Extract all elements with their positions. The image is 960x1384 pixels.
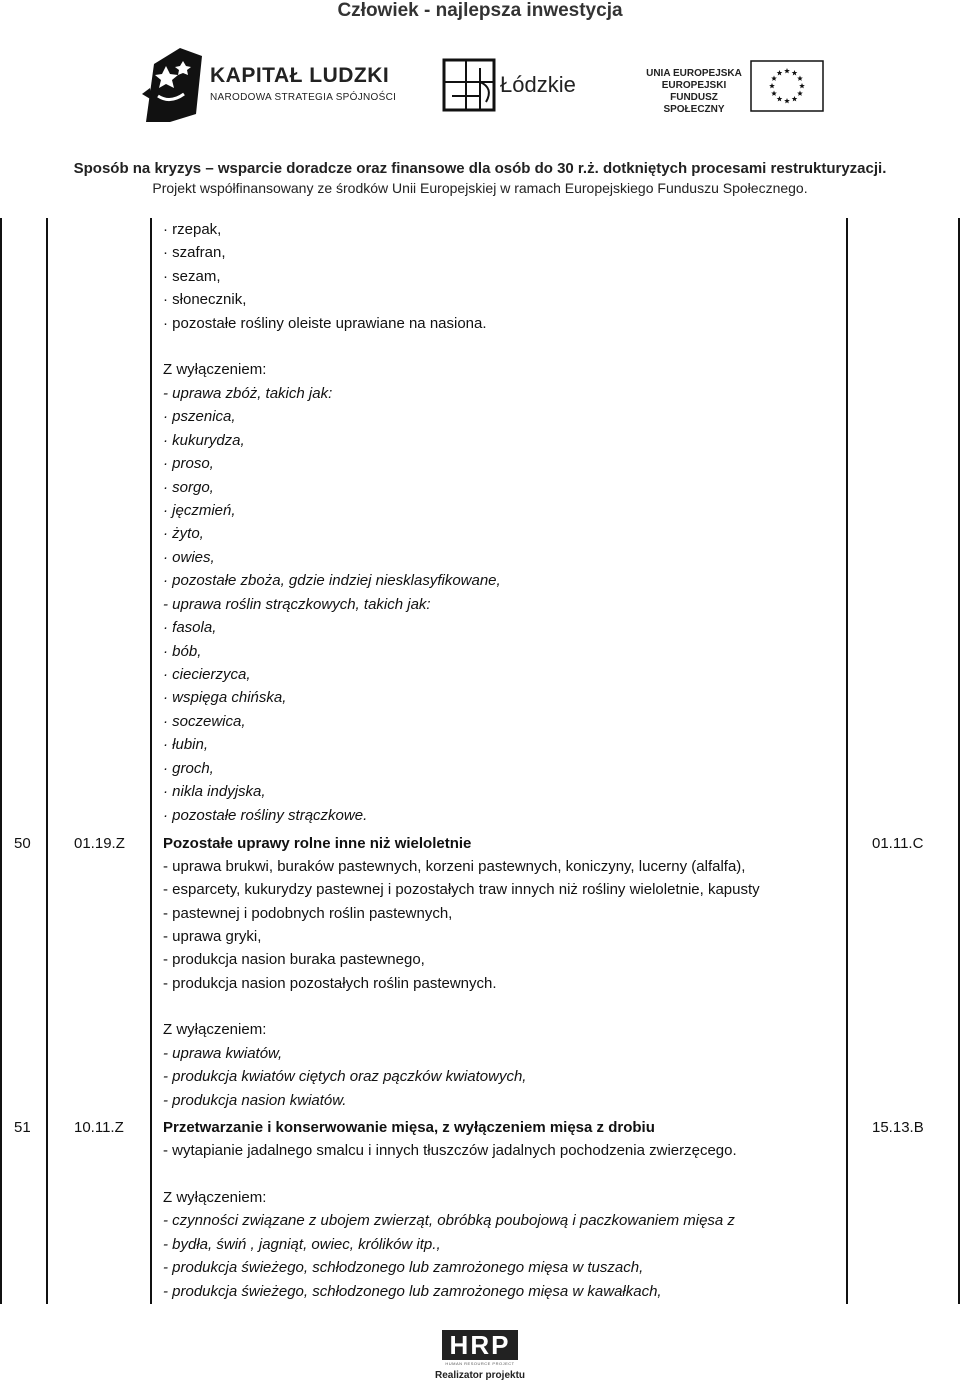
- eu-flag-icon: [750, 60, 824, 112]
- exclusion-item: · fasola,: [163, 619, 217, 636]
- footer-caption: Realizator projektu: [434, 1370, 526, 1381]
- exclusion-item: - uprawa kwiatów,: [163, 1045, 283, 1062]
- row-description-line: - uprawa gryki,: [163, 928, 262, 945]
- hrp-logo-letters: HRP: [449, 1330, 511, 1360]
- exclusion-item: · pszenica,: [163, 408, 236, 425]
- pkd-code: 10.11.Z: [74, 1119, 124, 1136]
- lodzkie-label: Łódzkie: [500, 72, 576, 97]
- exclusion-item: · soczewica,: [163, 713, 246, 730]
- hrp-logo-small-text: HUMAN RESOURCE PROJECT: [445, 1361, 515, 1366]
- table-divider-3: [846, 218, 848, 1304]
- pkd-code: 01.19.Z: [74, 835, 125, 852]
- row-description-line: - wytapianie jadalnego smalcu i innych tłuszczów jadalnych pochodzenia zwierzęcego.: [163, 1142, 737, 1159]
- eu-logo: [642, 60, 832, 116]
- kapital-ludzki-emblem-icon: [140, 44, 206, 124]
- row-number: 50: [14, 835, 31, 852]
- kapital-ludzki-subtitle: NARODOWA STRATEGIA SPÓJNOŚCI: [210, 92, 397, 103]
- row-reference-code: 15.13.B: [872, 1119, 924, 1136]
- eu-label-line2: EUROPEJSKI: [661, 80, 727, 91]
- list-item: · pozostałe rośliny oleiste uprawiane na nasiona.: [163, 315, 487, 332]
- project-subheading: Sposób na kryzys – wsparcie doradcze oraz finansowe dla osób do 30 r.ż. dotkniętych procesami restrukturyzacji.: [73, 160, 887, 177]
- row-description-line: - pastewnej i podobnych roślin pastewnych,: [163, 905, 453, 922]
- exclusion-item: - uprawa zbóż, takich jak:: [163, 385, 333, 402]
- exclusion-item: · kukurydza,: [163, 432, 245, 449]
- list-item: · szafran,: [163, 244, 226, 261]
- hrp-logo: [434, 1330, 526, 1384]
- kapital-ludzki-logo: [140, 44, 400, 124]
- table-divider-1: [46, 218, 48, 1304]
- exclusion-item: - produkcja świeżego, schłodzonego lub zamrożonego mięsa w tuszach,: [163, 1259, 644, 1276]
- row-number: 51: [14, 1119, 31, 1136]
- exclusion-item: - produkcja świeżego, schłodzonego lub zamrożonego mięsa w kawałkach,: [163, 1283, 662, 1300]
- lodzkie-emblem-icon: [442, 58, 496, 112]
- list-item: · słonecznik,: [163, 291, 247, 308]
- exclusion-item: · ciecierzyca,: [163, 666, 251, 683]
- exclusion-item: · proso,: [163, 455, 214, 472]
- exclusion-item: · bób,: [163, 643, 202, 660]
- table-border-left: [0, 218, 2, 1304]
- exclusion-heading: Z wyłączeniem:: [163, 361, 267, 378]
- exclusion-item: · groch,: [163, 760, 214, 777]
- exclusion-heading: Z wyłączeniem:: [163, 1021, 267, 1038]
- eu-label-line3: FUNDUSZ SPOŁECZNY: [663, 92, 725, 115]
- exclusion-item: · żyto,: [163, 525, 204, 542]
- exclusion-item: · wspięga chińska,: [163, 689, 287, 706]
- exclusion-item: - produkcja nasion kwiatów.: [163, 1092, 347, 1109]
- eu-label-line1: UNIA EUROPEJSKA: [646, 68, 742, 79]
- table-divider-2: [150, 218, 152, 1304]
- exclusion-item: - czynności związane z ubojem zwierząt, obróbką poubojową i paczkowaniem mięsa z: [163, 1212, 735, 1229]
- exclusion-item: · owies,: [163, 549, 215, 566]
- row-description-line: - esparcety, kukurydzy pastewnej i pozostałych traw innych niż rośliny wieloletnie, kapusty: [163, 881, 760, 898]
- exclusion-item: · jęczmień,: [163, 502, 236, 519]
- row-description-line: - produkcja nasion buraka pastewnego,: [163, 951, 425, 968]
- lodzkie-logo: [442, 58, 602, 114]
- exclusion-item: - produkcja kwiatów ciętych oraz pączków kwiatowych,: [163, 1068, 527, 1085]
- exclusion-item: · nikla indyjska,: [163, 783, 266, 800]
- list-item: · rzepak,: [163, 221, 222, 238]
- page-top-title: Człowiek - najlepsza inwestycja: [337, 0, 623, 21]
- list-item: · sezam,: [163, 268, 221, 285]
- row-reference-code: 01.11.C: [872, 835, 924, 852]
- row-title: Pozostałe uprawy rolne inne niż wieloletnie: [163, 835, 472, 852]
- exclusion-item: · sorgo,: [163, 479, 214, 496]
- exclusion-heading: Z wyłączeniem:: [163, 1189, 267, 1206]
- exclusion-item: · pozostałe rośliny strączkowe.: [163, 807, 368, 824]
- exclusion-item: · łubin,: [163, 736, 209, 753]
- row-title: Przetwarzanie i konserwowanie mięsa, z wyłączeniem mięsa z drobiu: [163, 1119, 655, 1136]
- row-description-line: - uprawa brukwi, buraków pastewnych, korzeni pastewnych, koniczyny, lucerny (alfalfa),: [163, 858, 746, 875]
- exclusion-item: - uprawa roślin strączkowych, takich jak:: [163, 596, 431, 613]
- exclusion-item: · pozostałe zboża, gdzie indziej niesklasyfikowane,: [163, 572, 501, 589]
- exclusion-item: - bydła, świń , jagniąt, owiec, królików itp.,: [163, 1236, 441, 1253]
- row-description-line: - produkcja nasion pozostałych roślin pastewnych.: [163, 975, 497, 992]
- project-cofinancing-line: Projekt współfinansowany ze środków Unii Europejskiej w ramach Europejskiego Funduszu Społecznego.: [152, 180, 808, 196]
- kapital-ludzki-title: KAPITAŁ LUDZKI: [210, 64, 390, 87]
